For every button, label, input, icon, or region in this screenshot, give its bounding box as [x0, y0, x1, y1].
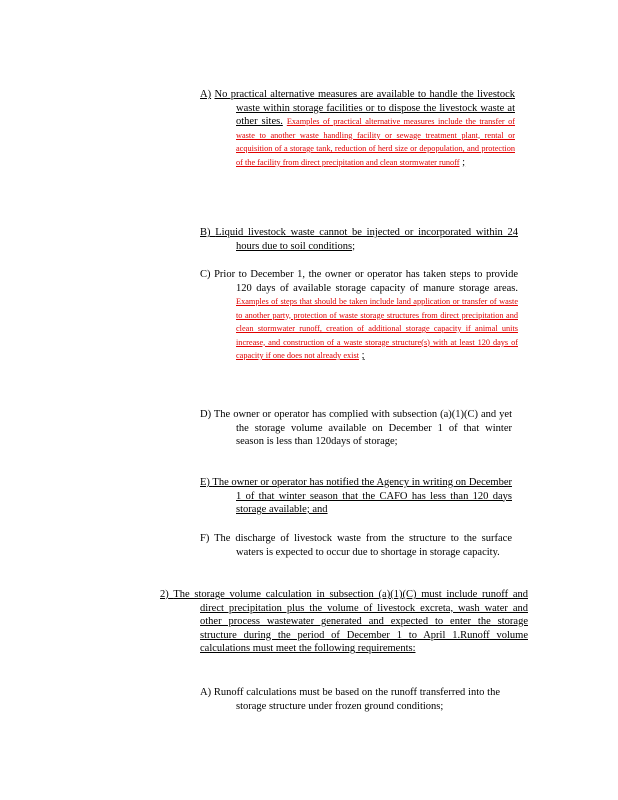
item-b-label: B): [200, 227, 211, 238]
item-a: [200, 88, 515, 169]
item-d-text: The owner or operator has complied with subsection (a)(1)(C) and yet the storage volume available on December 1 of that winter season is less than 120days of storage;: [213, 409, 512, 447]
item-c-tail: ;: [361, 350, 365, 361]
item-e: [200, 476, 512, 517]
item-a-label: A): [200, 89, 212, 100]
item-2-text: The storage volume calculation in subsection (a)(1)(C) must include runoff and direct precipitation plus the volume of livestock excreta, wash water and other process wastewater generated and expected to enter the storage structure during the period of December 1 to April 1.Runoff volume calculations must meet the following requirements:: [173, 589, 529, 654]
item-f-text: The discharge of livestock waste from the structure to the surface waters is expected to occur due to shortage in storage capacity.: [214, 533, 512, 558]
item-c-label: C): [200, 269, 211, 280]
item-c: [200, 268, 518, 363]
item-e-text: The owner or operator has notified the Agency in writing on December 1 of that winter season that the CAFO has less than 120 days storage available; and: [212, 477, 512, 515]
item-2: [160, 588, 528, 656]
item-a-tail: ;: [462, 156, 466, 168]
item-2-a-text: Runoff calculations must be based on the runoff transferred into the storage structure under frozen ground conditions;: [213, 687, 501, 712]
item-f-label: F): [200, 533, 210, 544]
item-a-text: No practical alternative measures are available to handle the livestock waste within storage facilities or to dispose the livestock waste at other sites.: [214, 89, 516, 127]
item-f: [200, 532, 512, 559]
item-2-label: 2): [160, 589, 169, 600]
item-e-label: E): [200, 477, 210, 488]
item-b: [200, 226, 518, 253]
item-c-inserted-text: Examples of steps that should be taken include land application or transfer of waste to another party, protection of waste storage structures from direct precipitation and clean stormwater runoff, creation of additional storage capacity if animal units increase, and construction of a waste storage structure(s) with at least 120 days of capacity if one does not already exist: [236, 297, 518, 360]
item-a-inserted-text: Examples of practical alternative measures include the transfer of waste to another waste handling facility or sewage treatment plant, rental or acquisition of a storage tank, reduction of herd size or depopulation, and protection of the facility from direct precipitation and clean stormwater runoff: [236, 117, 516, 167]
item-d: [200, 408, 512, 449]
item-b-text: Liquid livestock waste cannot be injected or incorporated within 24 hours due to soil conditions;: [215, 227, 519, 252]
item-d-label: D): [200, 409, 212, 420]
item-c-text: Prior to December 1, the owner or operator has taken steps to provide 120 days of available storage capacity of manure storage areas.: [214, 269, 519, 294]
item-2-a: [200, 686, 500, 713]
item-2-a-label: A): [200, 687, 212, 698]
